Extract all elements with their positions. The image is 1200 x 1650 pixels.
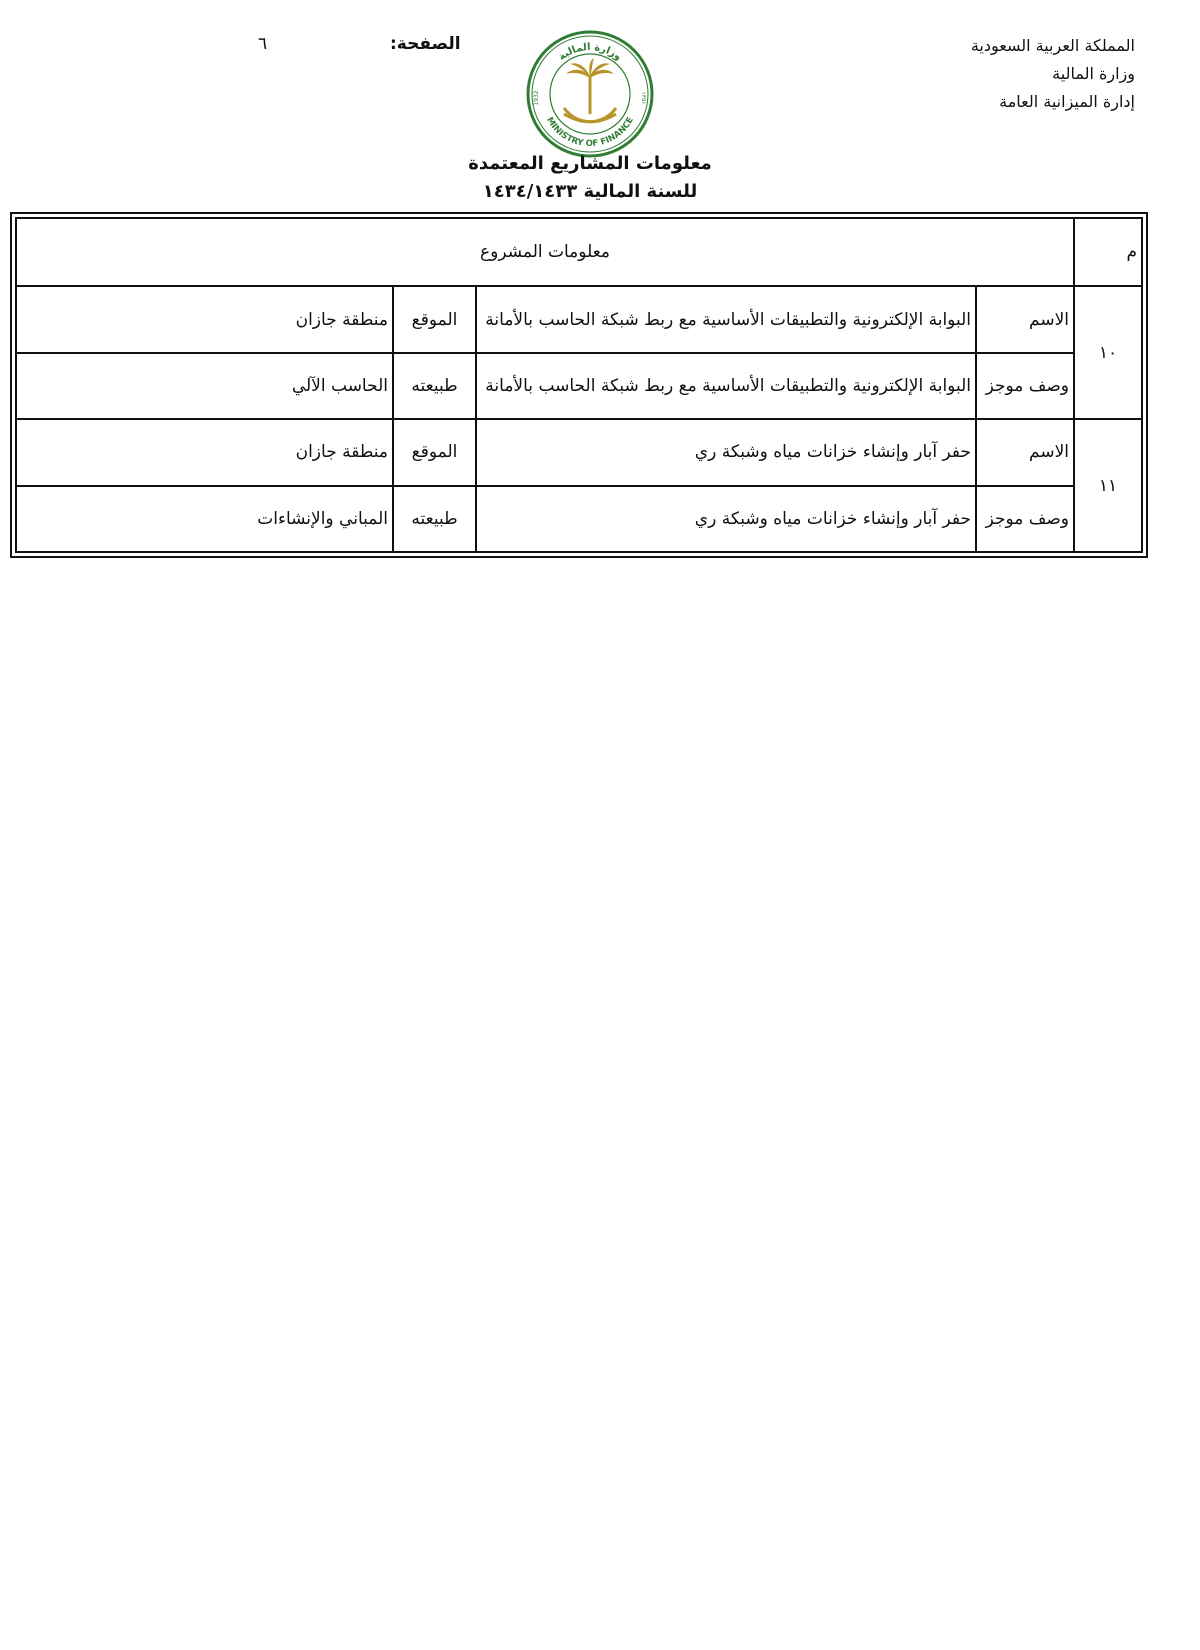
- header-line-department: إدارة الميزانية العامة: [999, 92, 1135, 111]
- logo-english-text: MINISTRY OF FINANCE: [544, 115, 636, 150]
- project-site-label: الموقع: [393, 419, 476, 485]
- project-name-label: الاسم: [976, 286, 1074, 352]
- projects-table: [10, 212, 1148, 558]
- project-description: البوابة الإلكترونية والتطبيقات الأساسية مع ربط شبكة الحاسب بالأمانة: [476, 353, 976, 419]
- palm-tree-icon: [566, 58, 614, 114]
- title-line-approved-projects: معلومات المشاريع المعتمدة: [468, 153, 712, 174]
- table-header-row: [16, 218, 1142, 286]
- project-name-label: الاسم: [976, 419, 1074, 485]
- page-label: الصفحة:: [390, 34, 461, 54]
- title-line-fiscal-year: للسنة المالية ١٤٣٤/١٤٣٣: [482, 181, 698, 202]
- project-description-label: وصف موجز: [976, 353, 1074, 419]
- header-project-info: معلومات المشروع: [16, 218, 1074, 286]
- logo-arabic-text: وزارة المالية: [556, 41, 624, 63]
- header-line-kingdom: المملكة العربية السعودية: [970, 36, 1135, 55]
- project-description-label: وصف موجز: [976, 486, 1074, 552]
- project-nature-label: طبيعته: [393, 486, 476, 552]
- ministry-of-finance-logo: [524, 28, 656, 160]
- logo-year-gregorian: 1932: [533, 90, 540, 106]
- table-row: [16, 419, 1142, 485]
- project-site: منطقة جازان: [16, 286, 393, 352]
- project-number: ١١: [1074, 419, 1142, 552]
- project-nature: المباني والإنشاءات: [16, 486, 393, 552]
- logo-year-hijri: ١٣٥١: [640, 91, 647, 105]
- project-description: حفر آبار وإنشاء خزانات مياه وشبكة ري: [476, 486, 976, 552]
- header-line-ministry: وزارة المالية: [1052, 64, 1135, 83]
- ministry-header: [885, 32, 1135, 116]
- projects-grid: [15, 217, 1143, 553]
- project-site-label: الموقع: [393, 286, 476, 352]
- table-row: [16, 486, 1142, 552]
- header-serial: م: [1074, 218, 1142, 286]
- project-nature: الحاسب الآلي: [16, 353, 393, 419]
- page-number: ٦: [258, 34, 268, 54]
- project-name: البوابة الإلكترونية والتطبيقات الأساسية مع ربط شبكة الحاسب بالأمانة: [476, 286, 976, 352]
- document-title: [400, 150, 780, 206]
- project-site: منطقة جازان: [16, 419, 393, 485]
- project-name: حفر آبار وإنشاء خزانات مياه وشبكة ري: [476, 419, 976, 485]
- project-nature-label: طبيعته: [393, 353, 476, 419]
- project-number: ١٠: [1074, 286, 1142, 419]
- table-row: [16, 353, 1142, 419]
- table-row: [16, 286, 1142, 352]
